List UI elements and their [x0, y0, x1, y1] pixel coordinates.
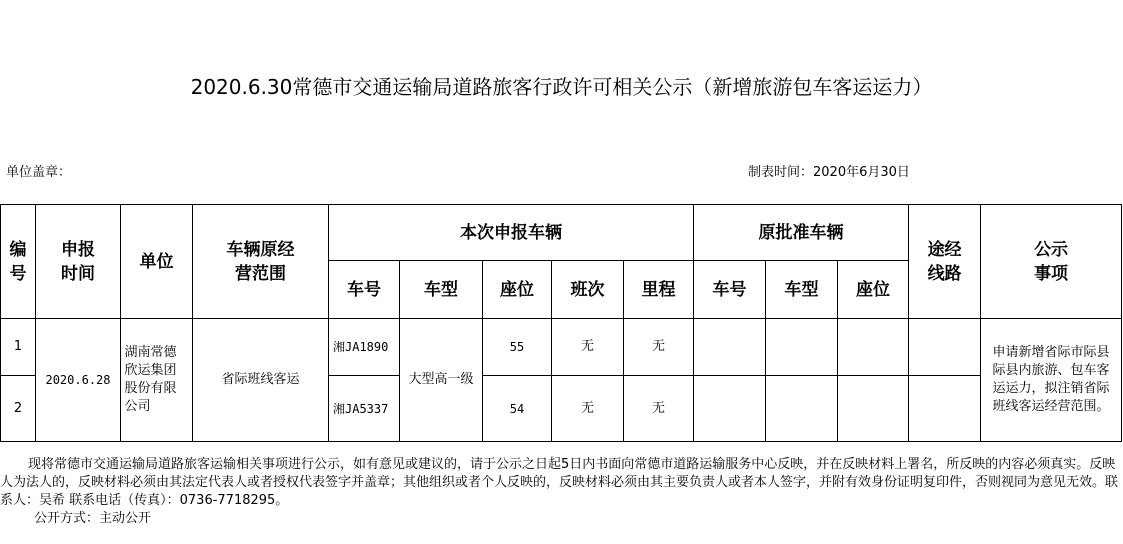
table-time-label: 制表时间：2020年6月30日 — [748, 165, 910, 180]
plate-cell: 湘JA1890 — [329, 319, 400, 376]
header-original-scope: 车辆原经营范围 — [193, 205, 329, 319]
header-approved-model: 车型 — [766, 261, 838, 319]
route-cell — [909, 319, 981, 376]
permit-table — [0, 204, 1122, 442]
table-row — [1, 319, 1122, 376]
header-unit: 单位 — [121, 205, 193, 319]
apply-time-cell: 2020.6.28 — [36, 319, 121, 442]
model-cell: 大型高一级 — [400, 319, 483, 442]
seats-cell: 54 — [483, 376, 552, 442]
header-approved-plate: 车号 — [694, 261, 766, 319]
document-title: 2020.6.30常德市交通运输局道路旅客行政许可相关公示（新增旅游包车客运运力） — [190, 75, 933, 99]
shift-cell: 无 — [552, 319, 624, 376]
approved-model-cell — [766, 376, 838, 442]
header-notice: 公示事项 — [981, 205, 1122, 319]
header-route: 途经线路 — [909, 205, 981, 319]
footer-notes — [0, 456, 1123, 528]
approved-plate-cell — [694, 376, 766, 442]
header-row — [1, 205, 1122, 261]
shift-cell: 无 — [552, 376, 624, 442]
mileage-cell: 无 — [624, 376, 694, 442]
route-cell — [909, 376, 981, 442]
header-plate: 车号 — [329, 261, 400, 319]
header-current-vehicles: 本次申报车辆 — [329, 205, 694, 261]
approved-model-cell — [766, 319, 838, 376]
notice-paragraph: 现将常德市交通运输局道路旅客运输相关事项进行公示，如有意见或建议的，请于公示之日起5日内书面向常德市道路运输服务中心反映，并在反映材料上署名，所反映的内容必须真实。反映人为法人的，反映材料必须由其法定代表人或者授权代表签字并盖章；其他组织或者个人反映的，反映材料必须由其主要负责人或者本人签字，并附有效身份证明复印件，否则视同为意见无效。联系人：吴希 联系电话（传真）：0736-7718295。 — [0, 457, 1119, 508]
seats-cell: 55 — [483, 319, 552, 376]
approved-seats-cell — [838, 376, 909, 442]
header-shift: 班次 — [552, 261, 624, 319]
unit-cell: 湖南常德欣运集团股份有限公司 — [121, 319, 193, 442]
original-scope-cell: 省际班线客运 — [193, 319, 329, 442]
mileage-cell: 无 — [624, 319, 694, 376]
row-number: 1 — [1, 319, 36, 376]
header-approved-vehicles: 原批准车辆 — [694, 205, 909, 261]
header-apply-time: 申报时间 — [36, 205, 121, 319]
unit-stamp-label: 单位盖章： — [6, 165, 72, 180]
header-approved-seats: 座位 — [838, 261, 909, 319]
row-number: 2 — [1, 376, 36, 442]
header-mileage: 里程 — [624, 261, 694, 319]
approved-seats-cell — [838, 319, 909, 376]
notice-cell: 申请新增省际市际县际县内旅游、包车客运运力，拟注销省际班线客运经营范围。 — [981, 319, 1122, 442]
plate-cell: 湘JA5337 — [329, 376, 400, 442]
publicity-method: 公开方式：主动公开 — [34, 511, 152, 526]
approved-plate-cell — [694, 319, 766, 376]
header-model: 车型 — [400, 261, 483, 319]
header-number: 编号 — [1, 205, 36, 319]
header-seats: 座位 — [483, 261, 552, 319]
